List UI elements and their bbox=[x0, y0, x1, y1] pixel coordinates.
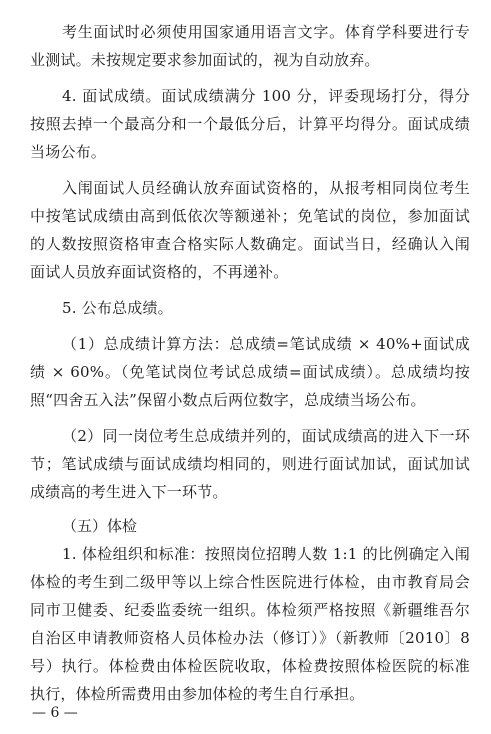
page-number: — 6 — bbox=[32, 705, 78, 721]
paragraph-interview-score: 4. 面试成绩。面试成绩满分 100 分，评委现场打分，得分按照去掉一个最高分和一个最低分后，计算平均得分。面试成绩当场公布。 bbox=[30, 87, 470, 161]
paragraph-oral-language: 考生面试时必须使用国家通用语言文字。体育学科要进行专业测试。未按规定要求参加面试的，视为自动放弃。 bbox=[30, 23, 470, 69]
paragraph-substitution-rules: 入闱面试人员经确认放弃面试资格的，从报考相同岗位考生中按笔试成绩由高到低依次等额递补；免笔试的岗位，参加面试的人数按照资格审查合格实际人数确定。面试当日，经确认入闱面试人员放弃面试资格的，不再递补。 bbox=[30, 179, 470, 281]
document-page bbox=[30, 18, 470, 708]
paragraph-total-score-formula: （1）总成绩计算方法：总成绩=笔试成绩 × 40%+面试成绩 × 60%。（免笔试岗位考试总成绩=面试成绩）。总成绩均按照“四舍五入法”保留小数点后两位数字，总成绩当场公布。 bbox=[30, 335, 470, 409]
paragraph-tie-breaking: （2）同一岗位考生总成绩并列的，面试成绩高的进入下一环节；笔试成绩与面试成绩均相同的，则进行面试加试，面试加试成绩高的考生进入下一环节。 bbox=[30, 427, 470, 501]
section-heading-physical-exam: （五）体检 bbox=[62, 517, 138, 535]
paragraph-physical-exam-standards: 1. 体检组织和标准：按照岗位招聘人数 1:1 的比例确定入闱体检的考生到二级甲等以上综合性医院进行体检，由市教育局会同市卫健委、纪委监委统一组织。体检须严格按照《新疆维吾尔自治区申请教师资格人员体检办法（修订）》（新教师〔2010〕8 号）执行。体检费由体检医院收取，体检费按照体检医院的标准执行，体检所需费用由参加体检的考生自行承担。 bbox=[30, 545, 470, 703]
paragraph-publish-total-score: 5. 公布总成绩。 bbox=[62, 299, 173, 317]
